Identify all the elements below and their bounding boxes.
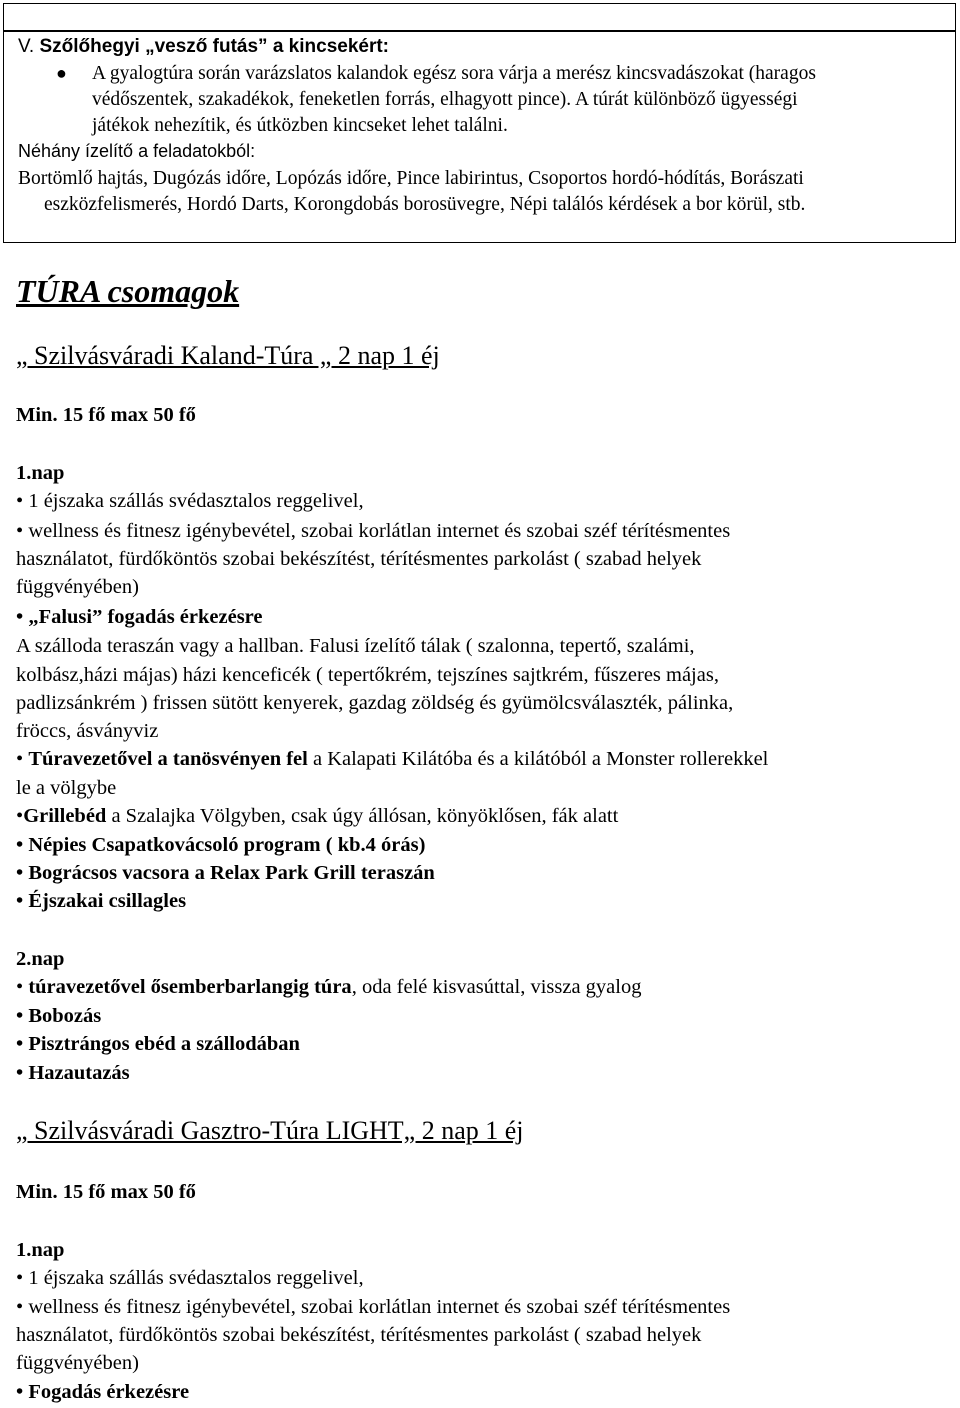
list-item: • Hazautazás bbox=[16, 1062, 130, 1084]
section-v-text-line-3: játékok nehezítik, és útközben kincseket lehet találni. bbox=[92, 115, 508, 136]
package-1-group-size: Min. 15 fő max 50 fő bbox=[16, 404, 196, 426]
bullet-icon: ● bbox=[56, 63, 67, 83]
section-v-text-line-1: A gyalogtúra során varázslatos kalandok egész sora várja a merész kincsvadászokat (haragos bbox=[92, 63, 816, 84]
section-v-tasks-line-1: Bortömlő hajtás, Dugózás időre, Lopózás időre, Pince labirintus, Csoportos hordó-hódítás, Borászati bbox=[18, 168, 804, 189]
paragraph-line: A szálloda teraszán vagy a hallban. Falusi ízelítő tálak ( szalonna, tepertő, szalámi, bbox=[16, 635, 695, 657]
list-item-continuation: használatot, fürdőköntös szobai bekészítést, térítésmentes parkolást ( szabad helyek bbox=[16, 548, 702, 570]
list-item: • Fogadás érkezésre bbox=[16, 1381, 190, 1403]
list-item: • Népies Csapatkovácsoló program ( kb.4 órás) bbox=[16, 834, 426, 856]
list-item: • 1 éjszaka szállás svédasztalos reggelivel, bbox=[16, 490, 364, 512]
bullet-icon: • bbox=[16, 1033, 24, 1055]
bullet-icon: • bbox=[16, 490, 24, 512]
section-v-title-bold: Szőlőhegyi „vesző futás” a kincsekért: bbox=[39, 36, 390, 57]
list-item: • Éjszakai csillagles bbox=[16, 890, 187, 912]
bullet-icon: • bbox=[16, 520, 24, 542]
packages-heading: TÚRA csomagok bbox=[16, 273, 240, 309]
package-1-title: „ Szilvásváradi Kaland-Túra „ 2 nap 1 éj bbox=[16, 341, 440, 370]
list-item: • Bobozás bbox=[16, 1005, 102, 1027]
section-v-intro: Néhány ízelítő a feladatokból: bbox=[18, 141, 256, 161]
bullet-icon: • bbox=[16, 748, 24, 770]
package-2-title: „ Szilvásváradi Gasztro-Túra LIGHT„ 2 nap 1 éj bbox=[16, 1116, 524, 1145]
paragraph-line: fröccs, ásványviz bbox=[16, 720, 159, 742]
bullet-icon: • bbox=[16, 606, 24, 628]
list-item: • túravezetővel ősemberbarlangig túra, oda felé kisvasúttal, vissza gyalog bbox=[16, 976, 642, 998]
package-2-group-size: Min. 15 fő max 50 fő bbox=[16, 1181, 196, 1203]
list-item: •Grillebéd a Szalajka Völgyben, csak úgy állósan, könyöklősen, fák alatt bbox=[16, 805, 619, 827]
package-1-day-1-label: 1.nap bbox=[16, 462, 65, 484]
list-item-continuation: függvényében) bbox=[16, 1352, 139, 1374]
list-item-continuation: használatot, fürdőköntös szobai bekészítést, térítésmentes parkolást ( szabad helyek bbox=[16, 1324, 702, 1346]
list-item: • Bográcsos vacsora a Relax Park Grill teraszán bbox=[16, 862, 435, 884]
list-item: • „Falusi” fogadás érkezésre bbox=[16, 606, 263, 628]
bullet-icon: • bbox=[16, 1296, 24, 1318]
section-v-title bbox=[18, 34, 389, 59]
list-item: • wellness és fitnesz igénybevétel, szobai korlátlan internet és szobai széf térítésmentes bbox=[16, 520, 731, 542]
table-header-row bbox=[3, 3, 956, 31]
bullet-icon: • bbox=[16, 976, 24, 998]
bullet-icon: • bbox=[16, 890, 24, 912]
list-item: • 1 éjszaka szállás svédasztalos reggelivel, bbox=[16, 1267, 364, 1289]
bullet-icon: • bbox=[16, 834, 24, 856]
paragraph-line: kolbász,házi májas) házi kenceficék ( tepertőkrém, tejszínes sajtkrém, fűszeres májas, bbox=[16, 664, 719, 686]
bullet-icon: • bbox=[16, 1062, 24, 1084]
bullet-icon: • bbox=[16, 1267, 24, 1289]
section-v-box bbox=[3, 31, 956, 243]
package-2-day-1-label: 1.nap bbox=[16, 1239, 65, 1261]
package-1-day-2-label: 2.nap bbox=[16, 948, 65, 970]
bullet-icon: • bbox=[16, 1381, 24, 1403]
list-item: • Pisztrángos ebéd a szállodában bbox=[16, 1033, 300, 1055]
section-v-number: V. bbox=[18, 36, 40, 57]
bullet-icon: • bbox=[16, 805, 24, 827]
list-item: • wellness és fitnesz igénybevétel, szobai korlátlan internet és szobai széf térítésmentes bbox=[16, 1296, 731, 1318]
bullet-icon: • bbox=[16, 1005, 24, 1027]
paragraph-line: padlizsánkrém ) frissen sütött kenyerek, gazdag zöldség és gyümölcsválaszték, pálinka, bbox=[16, 692, 734, 714]
section-v-tasks-line-2: eszközfelismerés, Hordó Darts, Korongdobás borosüvegre, Népi találós kérdések a bor körül, stb. bbox=[44, 194, 806, 215]
section-v-text-line-2: védőszentek, szakadékok, feneketlen forrás, elhagyott pince). A túrát különböző ügyességi bbox=[92, 89, 798, 110]
list-item-continuation: le a völgybe bbox=[16, 777, 117, 799]
bullet-icon: • bbox=[16, 862, 24, 884]
list-item-continuation: függvényében) bbox=[16, 576, 139, 598]
list-item: • Túravezetővel a tanösvényen fel a Kalapati Kilátóba és a kilátóból a Monster rollerekkel bbox=[16, 748, 769, 770]
